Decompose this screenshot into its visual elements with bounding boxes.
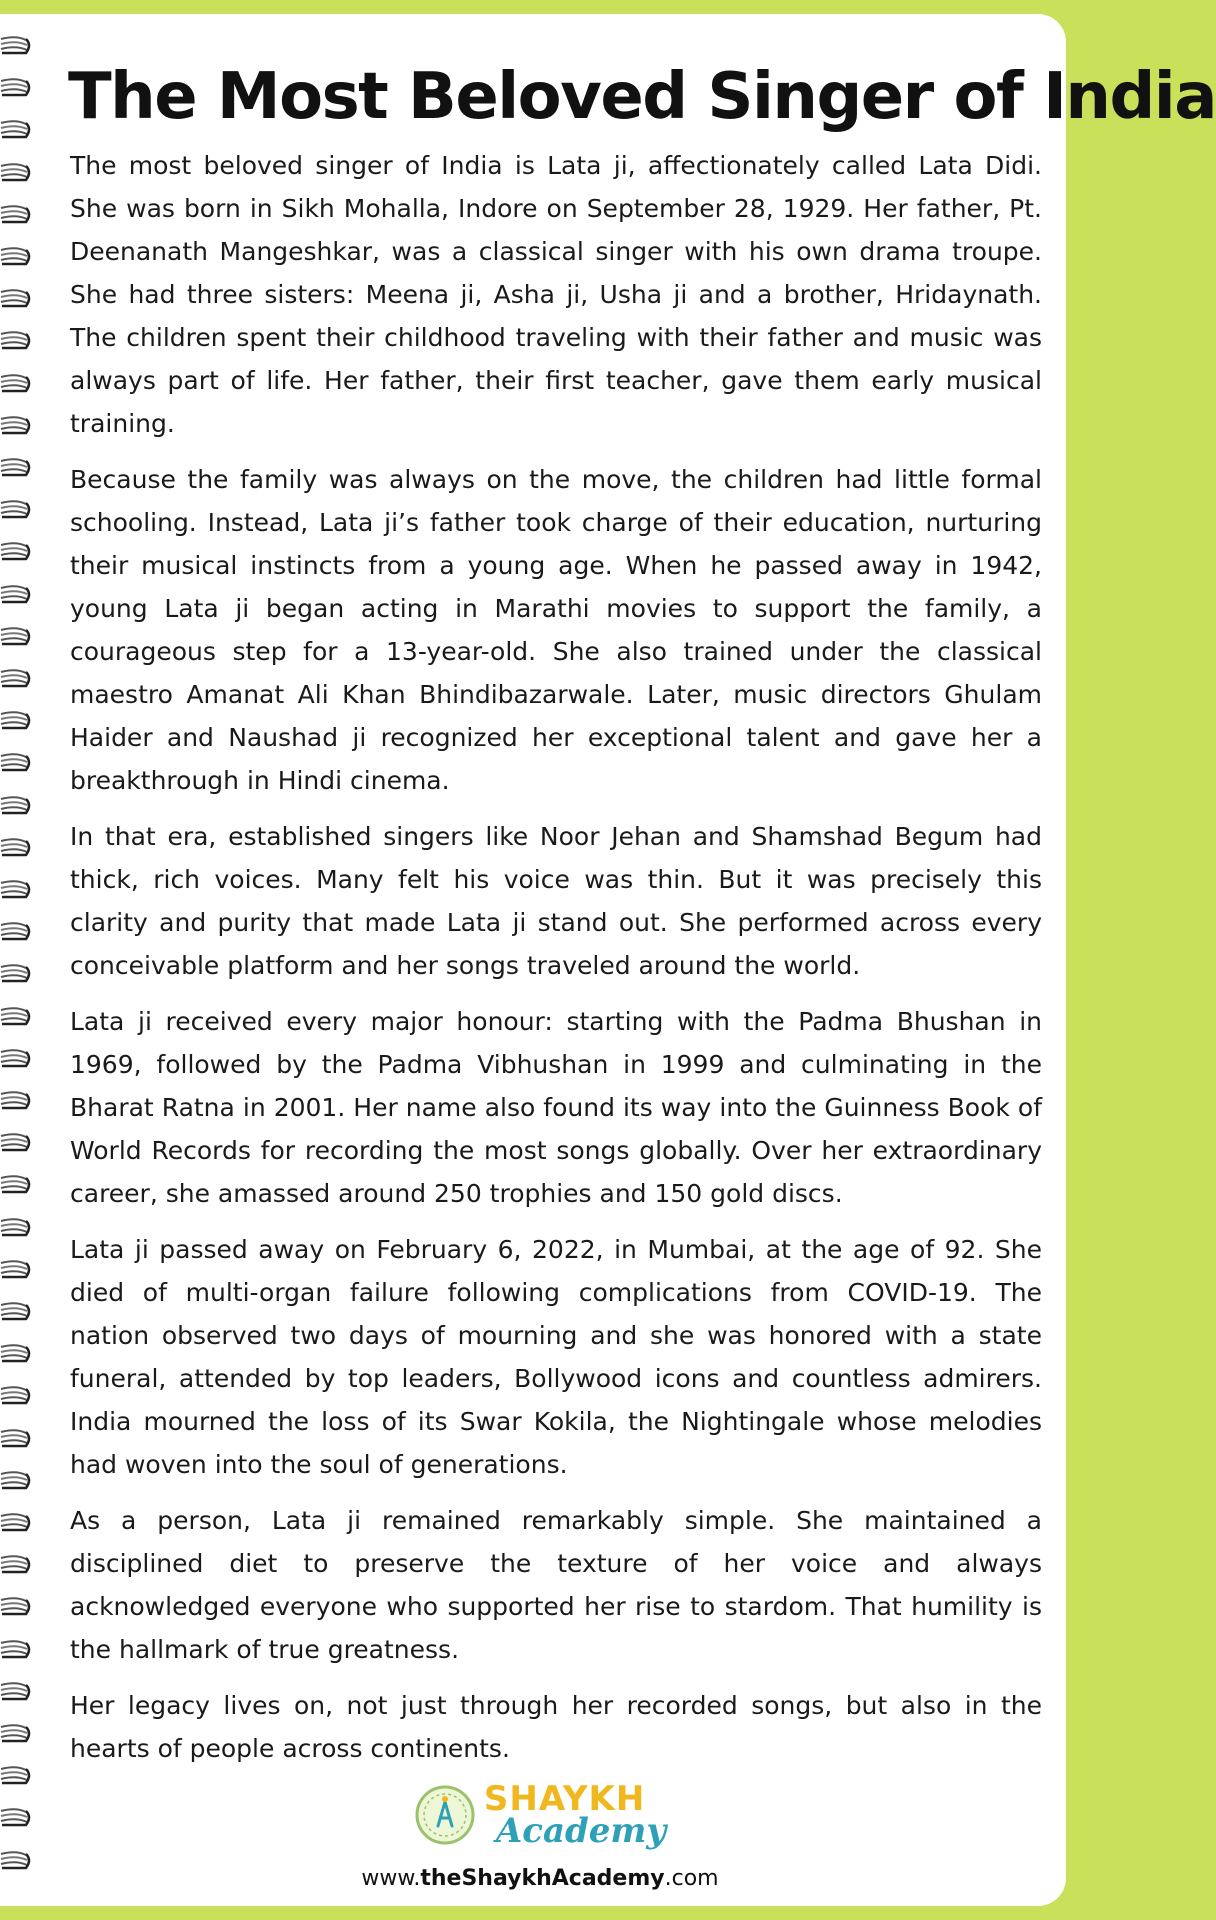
- spiral-binding-ring-icon: [0, 1553, 34, 1575]
- spiral-binding-ring-icon: [0, 1722, 34, 1744]
- spiral-binding-ring-icon: [0, 1300, 34, 1322]
- spiral-binding-ring-icon: [0, 456, 34, 478]
- spiral-binding-ring-icon: [0, 920, 34, 942]
- spiral-binding-ring-icon: [0, 372, 34, 394]
- spiral-binding-ring-icon: [0, 414, 34, 436]
- spiral-binding-ring-icon: [0, 540, 34, 562]
- spiral-binding-ring-icon: [0, 962, 34, 984]
- spiral-binding-ring-icon: [0, 1469, 34, 1491]
- spiral-binding-ring-icon: [0, 878, 34, 900]
- spiral-binding-ring-icon: [0, 667, 34, 689]
- spiral-binding-ring-icon: [0, 1173, 34, 1195]
- footer: [0, 1779, 1080, 1891]
- page-title: The Most Beloved Singer of India: [68, 60, 1216, 134]
- shaykh-academy-logo-icon: [414, 1784, 476, 1846]
- spiral-binding-ring-icon: [0, 76, 34, 98]
- brand-logo: [414, 1779, 667, 1851]
- spiral-binding-ring-icon: [0, 1595, 34, 1617]
- spiral-binding-ring-icon: [0, 1342, 34, 1364]
- spiral-binding-ring-icon: [0, 1258, 34, 1280]
- spiral-binding-ring-icon: [0, 203, 34, 225]
- spiral-binding-ring-icon: [0, 1089, 34, 1111]
- paragraph-6: As a person, Lata ji remained remarkably simple. She maintained a disciplined diet to preserve the texture of her voice and always acknowledged everyone who supported her rise to stardom. That humility is the hallmark of true greatness.: [70, 1506, 1042, 1664]
- paragraph-2: Because the family was always on the move, the children had little formal schooling. Instead, Lata ji’s father took charge of their education, nurturing their musical instincts from a young age. When he passed away in 1942, young Lata ji began acting in Marathi movies to support the family, a courageous step for a 13-year-old. She also trained under the classical maestro Amanat Ali Khan Bhindibazarwale. Later, music directors Ghulam Haider and Naushad ji recognized her exceptional talent and gave her a breakthrough in Hindi cinema.: [70, 465, 1042, 795]
- spiral-binding-ring-icon: [0, 1216, 34, 1238]
- spiral-binding-ring-icon: [0, 329, 34, 351]
- spiral-binding-ring-icon: [0, 1131, 34, 1153]
- spiral-binding-ring-icon: [0, 1511, 34, 1533]
- brand-name-top: SHAYKH: [483, 1779, 646, 1819]
- paragraph-5: Lata ji passed away on February 6, 2022, in Mumbai, at the age of 92. She died of multi-organ failure following complications from COVID-19. The nation observed two days of mourning and she was honored with a state funeral, attended by top leaders, Bollywood icons and countless admirers. India mourned the loss of its Swar Kokila, the Nightingale whose melodies had woven into the soul of generations.: [70, 1235, 1042, 1479]
- spiral-binding-ring-icon: [0, 287, 34, 309]
- paragraph-7: Her legacy lives on, not just through her recorded songs, but also in the hearts of people across continents.: [70, 1691, 1042, 1763]
- spiral-binding-ring-icon: [0, 1638, 34, 1660]
- spiral-binding-ring-icon: [0, 498, 34, 520]
- url-prefix: www.: [361, 1866, 421, 1891]
- brand-name-bottom: Academy: [495, 1811, 667, 1851]
- spiral-binding-ring-icon: [0, 1680, 34, 1702]
- spiral-binding-ring-icon: [0, 245, 34, 267]
- spiral-binding-ring-icon: [0, 709, 34, 731]
- paragraph-4: Lata ji received every major honour: starting with the Padma Bhushan in 1969, followed by the Padma Vibhushan in 1999 and culminating in the Bharat Ratna in 2001. Her name also found its way into the Guinness Book of World Records for recording the most songs globally. Over her extraordinary career, she amassed around 250 trophies and 150 gold discs.: [70, 1007, 1042, 1208]
- url-domain: theShaykhAcademy: [420, 1866, 665, 1891]
- spiral-binding-ring-icon: [0, 794, 34, 816]
- spiral-binding-ring-icon: [0, 1427, 34, 1449]
- spiral-binding-ring-icon: [0, 836, 34, 858]
- spiral-binding-ring-icon: [0, 118, 34, 140]
- spiral-binding-ring-icon: [0, 751, 34, 773]
- paragraph-3: In that era, established singers like Noor Jehan and Shamshad Begum had thick, rich voices. Many felt his voice was thin. But it was precisely this clarity and purity that made Lata ji stand out. She performed across every conceivable platform and her songs traveled around the world.: [70, 822, 1042, 980]
- article-body: [70, 144, 1042, 1783]
- spiral-binding-ring-icon: [0, 1047, 34, 1069]
- spiral-binding-ring-icon: [0, 1005, 34, 1027]
- spiral-binding-ring-icon: [0, 625, 34, 647]
- spiral-binding-ring-icon: [0, 583, 34, 605]
- website-link[interactable]: [0, 1866, 1080, 1891]
- spiral-binding-ring-icon: [0, 34, 34, 56]
- spiral-binding: [0, 34, 40, 1894]
- paragraph-1: The most beloved singer of India is Lata ji, affectionately called Lata Didi. She was born in Sikh Mohalla, Indore on September 28, 1929. Her father, Pt. Deenanath Mangeshkar, was a classical singer with his own drama troupe. She had three sisters: Meena ji, Asha ji, Usha ji and a brother, Hridaynath. The children spent their childhood traveling with their father and music was always part of life. Her father, their first teacher, gave them early musical training.: [70, 151, 1042, 438]
- spiral-binding-ring-icon: [0, 1384, 34, 1406]
- url-suffix: .com: [664, 1866, 719, 1891]
- notebook-page: [0, 14, 1216, 1906]
- spiral-binding-ring-icon: [0, 161, 34, 183]
